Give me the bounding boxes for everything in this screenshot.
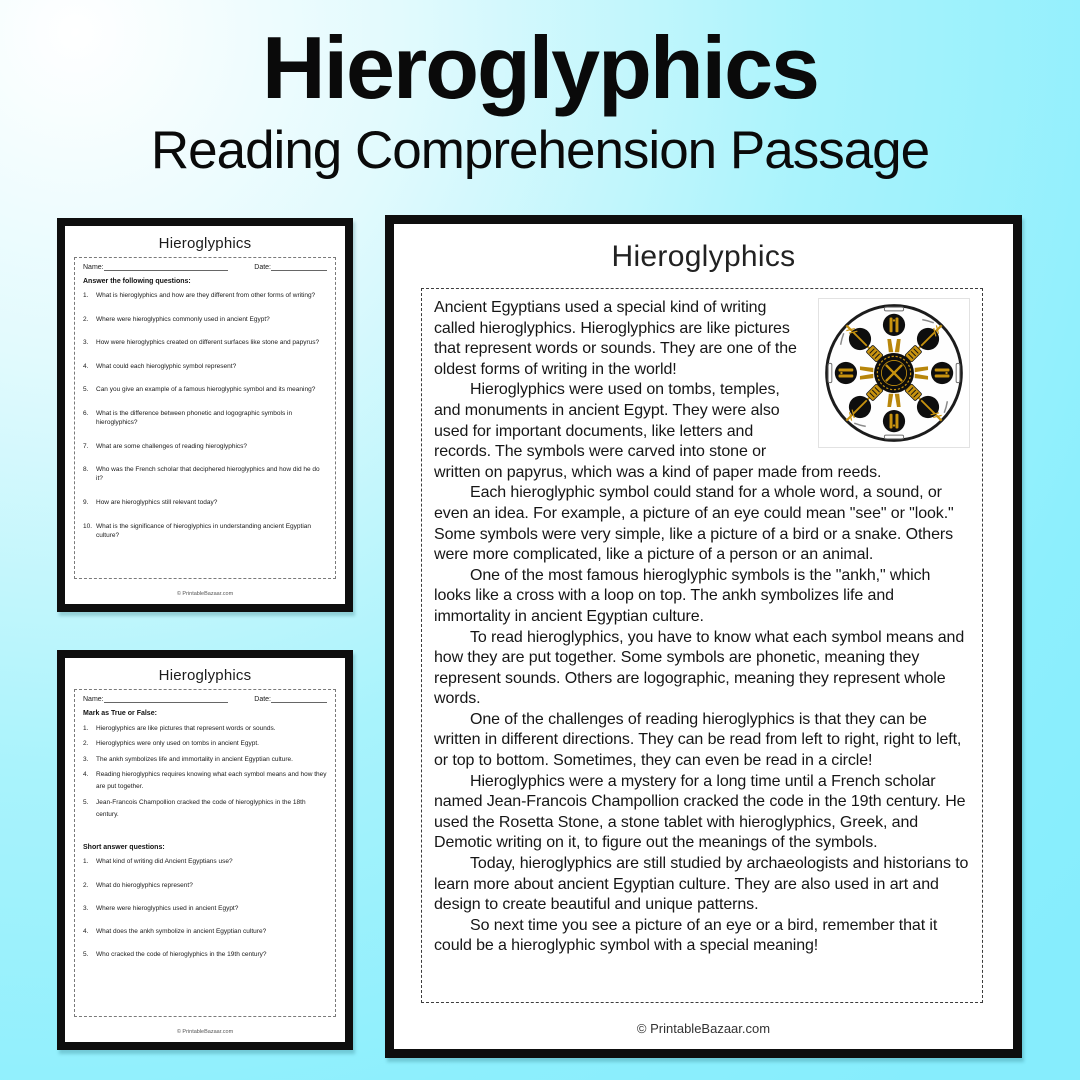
date-group bbox=[254, 696, 327, 703]
worksheet2-content-box bbox=[74, 689, 336, 1017]
question-item bbox=[83, 442, 327, 451]
worksheet2-footer: © PrintableBazaar.com bbox=[176, 1029, 234, 1035]
worksheet1-section-heading: Answer the following questions: bbox=[83, 278, 191, 285]
name-blank-line bbox=[104, 264, 229, 271]
question-number: 1. bbox=[83, 292, 89, 299]
short-answer-item bbox=[83, 881, 327, 890]
item-text: What kind of writing did Ancient Egyptians use? bbox=[96, 858, 233, 866]
passage-title: Hieroglyphics bbox=[611, 240, 796, 273]
question-number: 9. bbox=[83, 498, 89, 506]
question-text: What is the significance of hieroglyphics in understanding ancient Egyptian culture? bbox=[96, 522, 311, 539]
truefalse-list bbox=[83, 723, 327, 821]
question-text: How were hieroglyphics created on different surfaces like stone and papyrus? bbox=[96, 339, 320, 347]
truefalse-item bbox=[83, 754, 327, 766]
date-blank-line bbox=[271, 264, 327, 271]
question-number: 7. bbox=[83, 442, 89, 450]
name-label: Name: bbox=[83, 696, 104, 703]
item-text: Reading hieroglyphics requires knowing what each symbol means and how they are put together. bbox=[96, 771, 327, 791]
short-answer-item bbox=[83, 950, 327, 959]
question-item bbox=[83, 409, 327, 427]
question-text: What are some challenges of reading hieroglyphics? bbox=[96, 442, 248, 450]
name-date-row bbox=[83, 264, 327, 271]
short-answer-item bbox=[83, 927, 327, 936]
question-text: What could each hieroglyphic symbol represent? bbox=[96, 362, 237, 370]
date-label: Date: bbox=[254, 696, 271, 703]
question-number: 3. bbox=[83, 339, 89, 347]
item-number: 3. bbox=[83, 755, 89, 763]
question-item bbox=[83, 385, 327, 394]
hieroglyphic-medallion-image bbox=[818, 298, 970, 448]
hieroglyphic-circle-icon bbox=[819, 299, 969, 447]
question-item bbox=[83, 338, 327, 347]
question-text: How are hieroglyphics still relevant today? bbox=[96, 498, 218, 506]
truefalse-item bbox=[83, 797, 327, 822]
worksheet-truefalse-page bbox=[57, 650, 353, 1050]
section-spacer bbox=[83, 824, 327, 844]
item-number: 4. bbox=[83, 771, 89, 779]
date-blank-line bbox=[271, 696, 327, 703]
item-number: 5. bbox=[83, 798, 89, 806]
item-number: 1. bbox=[83, 725, 89, 732]
item-text: Hieroglyphics are like pictures that represent words or sounds. bbox=[96, 725, 276, 732]
item-number: 2. bbox=[83, 881, 89, 889]
truefalse-item bbox=[83, 738, 327, 750]
date-group bbox=[254, 264, 327, 271]
passage-paragraph: So next time you see a picture of an eye or a bird, remember that it could be a hieroglyphic symbol with a special meaning! bbox=[434, 916, 938, 955]
passage-box bbox=[421, 288, 983, 1003]
worksheet1-content-box bbox=[74, 257, 336, 579]
short-answer-item bbox=[83, 857, 327, 866]
question-item bbox=[83, 522, 327, 540]
truefalse-heading: Mark as True or False: bbox=[83, 710, 157, 717]
short-answer-list bbox=[83, 857, 327, 958]
truefalse-item bbox=[83, 769, 327, 794]
item-text: The ankh symbolizes life and immortality in ancient Egyptian culture. bbox=[96, 755, 293, 763]
question-item bbox=[83, 362, 327, 371]
reading-passage-page bbox=[385, 215, 1022, 1058]
item-number: 1. bbox=[83, 858, 89, 866]
question-number: 8. bbox=[83, 466, 89, 474]
question-number: 6. bbox=[83, 409, 89, 417]
passage-paragraph: To read hieroglyphics, you have to know what each symbol means and how they are put together. Some symbols are phonetic, meaning they represent sounds. Others are logographic, meaning they represent whole words. bbox=[434, 628, 965, 708]
truefalse-item bbox=[83, 723, 327, 735]
question-text: What is the difference between phonetic and logographic symbols in hieroglyphics? bbox=[96, 409, 293, 427]
name-blank-line bbox=[104, 696, 229, 703]
passage-paragraph: Today, hieroglyphics are still studied by archaeologists and historians to learn more about ancient Egyptian culture. They are also used in art and design to create beautiful and unique patterns. bbox=[434, 855, 969, 914]
passage-paragraph: One of the challenges of reading hieroglyphics is that they can be written in different directions. They can be read from left to right, right to left, or top to bottom. Sometimes, they can even be read in a circle! bbox=[434, 710, 962, 770]
question-item bbox=[83, 465, 327, 483]
worksheet1-question-list bbox=[83, 291, 327, 540]
name-label: Name: bbox=[83, 264, 104, 271]
question-item bbox=[83, 498, 327, 507]
question-text: Can you give an example of a famous hieroglyphic symbol and its meaning? bbox=[96, 386, 316, 394]
question-number: 5. bbox=[83, 386, 89, 394]
item-text: Where were hieroglyphics used in ancient Egypt? bbox=[96, 904, 239, 912]
passage-paragraph: Hieroglyphics were a mystery for a long time until a French scholar named Jean-Francois Champollion cracked the code in the 19th century. He used the Rosetta Stone, a stone tablet with hieroglyphics, Greek, and Demotic writing on it, to figure out the meanings of the symbols. bbox=[434, 772, 966, 852]
item-number: 5. bbox=[83, 950, 89, 958]
question-text: Who was the French scholar that deciphered hieroglyphics and how did he do it? bbox=[96, 466, 320, 483]
worksheet1-footer: © PrintableBazaar.com bbox=[176, 591, 234, 597]
question-number: 2. bbox=[83, 315, 89, 323]
header bbox=[0, 18, 1080, 181]
worksheet2-title: Hieroglyphics bbox=[158, 667, 252, 684]
main-title: Hieroglyphics bbox=[262, 18, 818, 117]
question-text: Where were hieroglyphics commonly used in ancient Egypt? bbox=[96, 315, 270, 323]
passage-footer: © PrintableBazaar.com bbox=[636, 1021, 771, 1036]
item-text: Who cracked the code of hieroglyphics in the 19th century? bbox=[96, 950, 267, 958]
item-number: 2. bbox=[83, 740, 89, 748]
item-number: 3. bbox=[83, 904, 89, 912]
item-text: Jean-Francois Champollion cracked the code of hieroglyphics in the 18th century. bbox=[96, 798, 306, 819]
passage-paragraph: Each hieroglyphic symbol could stand for a whole word, a sound, or even an idea. For example, a picture of an eye could mean "see" or "look." Some symbols were very simple, like a picture of a bird or a snake. Others were more complicated, like a picture of a person or an animal. bbox=[434, 484, 954, 564]
question-number: 10. bbox=[83, 522, 93, 530]
item-text: Hieroglyphics were only used on tombs in ancient Egypt. bbox=[96, 740, 259, 748]
question-item bbox=[83, 315, 327, 324]
passage-paragraph: Ancient Egyptians used a special kind of writing called hieroglyphics. Hieroglyphics are like pictures that represent words or sounds. They are one of the oldest forms of writing in the world! bbox=[434, 299, 797, 378]
worksheet-questions-page bbox=[57, 218, 353, 612]
worksheet1-title: Hieroglyphics bbox=[158, 235, 252, 252]
item-text: What does the ankh symbolize in ancient Egyptian culture? bbox=[96, 927, 267, 935]
main-subtitle: Reading Comprehension Passage bbox=[150, 121, 930, 181]
date-label: Date: bbox=[254, 264, 271, 271]
passage-paragraph: One of the most famous hieroglyphic symbols is the "ankh," which looks like a cross with a loop on top. The ankh symbolizes life and immortality in ancient Egyptian culture. bbox=[434, 566, 931, 625]
question-item bbox=[83, 291, 327, 300]
short-answer-item bbox=[83, 904, 327, 913]
short-answer-heading: Short answer questions: bbox=[83, 844, 165, 852]
item-number: 4. bbox=[83, 927, 89, 935]
item-text: What do hieroglyphics represent? bbox=[96, 881, 193, 889]
name-date-row bbox=[83, 696, 327, 703]
question-text: What is hieroglyphics and how are they different from other forms of writing? bbox=[96, 292, 316, 299]
passage-paragraph: Hieroglyphics were used on tombs, temples, and monuments in ancient Egypt. They were also used for important documents, like letters and records. The symbols were carved into stone or written on papyrus, which was a kind of paper made from reeds. bbox=[434, 381, 882, 481]
question-number: 4. bbox=[83, 362, 89, 370]
